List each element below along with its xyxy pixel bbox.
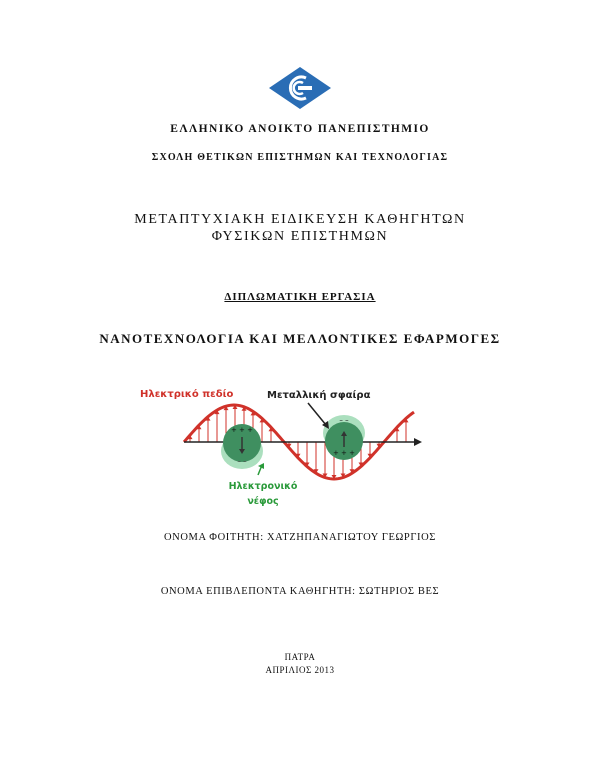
supervisor-name: ΟΝΟΜΑ ΕΠΙΒΛΕΠΟΝΤΑ ΚΑΘΗΓΗΤΗ: ΣΩΤΗΡΙΟΣ ΒΕΣ [160,586,440,597]
axis-arrowhead [414,438,422,446]
label-electron-cloud-2: νέφος [247,496,279,507]
charge-minus-right: – – [339,416,349,424]
plasmon-figure [136,383,426,513]
charge-plus-right: + + + [332,449,356,457]
document-type: ΔΙΠΛΩΜΑΤΙΚΗ ΕΡΓΑΣΙΑ [224,291,376,303]
charge-plus-left: + + + [230,426,254,434]
charge-minus-left: – – [237,457,247,465]
program-title: ΜΕΤΑΠΤΥΧΙΑΚΗ ΕΙΔΙΚΕΥΣΗ ΚΑΘΗΓΗΤΩΝ ΦΥΣΙΚΩΝ ΕΠΙΣΤΗΜΩΝ [134,212,466,244]
date: ΑΠΡΙΛΙΟΣ 2013 [265,665,335,675]
label-metal-sphere: Μεταλλική σφαίρα [267,390,371,401]
school-name: ΣΧΟΛΗ ΘΕΤΙΚΩΝ ΕΠΙΣΤΗΜΩΝ ΚΑΙ ΤΕΧΝΟΛΟΓΙΑΣ [151,152,449,163]
label-electric-field: Ηλεκτρικό πεδίο [140,389,234,400]
city: ΠΑΤΡΑ [284,652,316,662]
university-logo-icon [268,66,332,110]
university-name: ΕΛΛΗΝΙΚΟ ΑΝΟΙΚΤΟ ΠΑΝΕΠΙΣΤΗΜΙΟ [170,123,430,135]
label-electron-cloud-1: Ηλεκτρονικό [228,481,298,492]
thesis-title: ΝΑΝΟΤΕΧΝΟΛΟΓΙΑ ΚΑΙ ΜΕΛΛΟΝΤΙΚΕΣ ΕΦΑΡΜΟΓΕΣ [99,331,501,346]
pointer-sphere [308,403,326,425]
student-name: ΟΝΟΜΑ ΦΟΙΤΗΤΗ: ΧΑΤΖΗΠΑΝΑΓΙΩΤΟΥ ΓΕΩΡΓΙΟΣ [163,532,437,543]
